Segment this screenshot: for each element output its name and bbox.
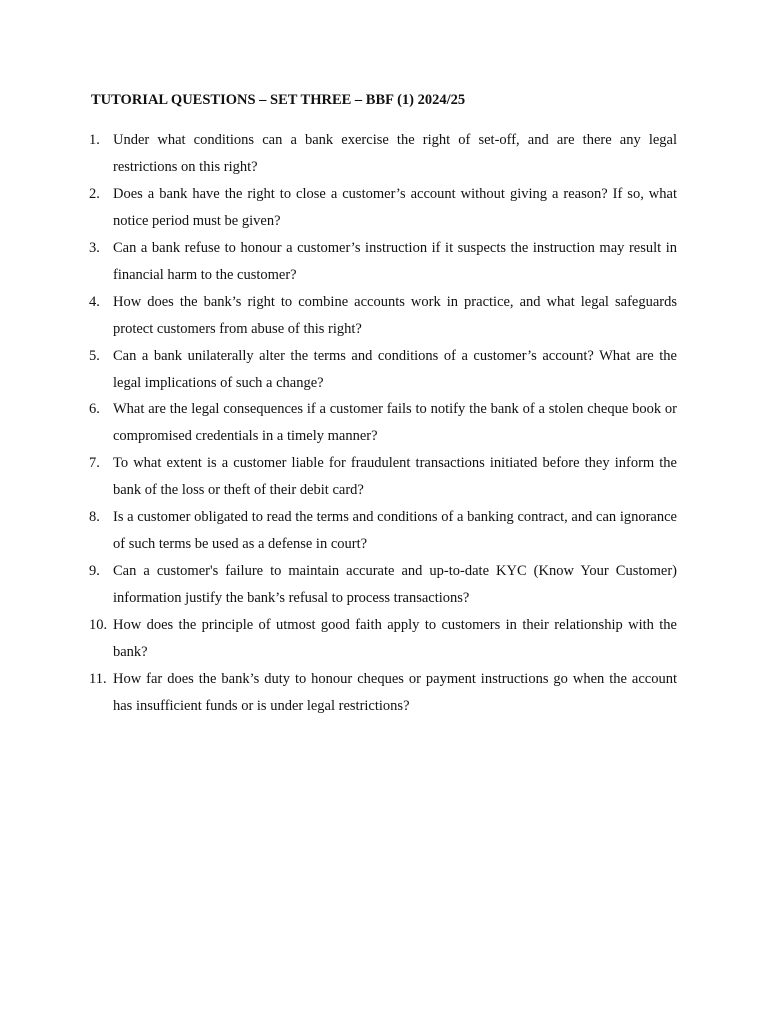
question-text: To what extent is a customer liable for fraudulent transactions initiated before they inform the bank of the loss or theft of their debit card?	[113, 455, 677, 499]
question-number: 6.	[89, 401, 100, 418]
question-number: 7.	[89, 455, 100, 472]
question-item-11	[0, 666, 768, 720]
question-number: 4.	[89, 293, 100, 310]
question-number: 5.	[89, 347, 100, 364]
question-item-6	[0, 396, 768, 450]
question-text: How does the bank’s right to combine accounts work in practice, and what legal safeguards protect customers from abuse of this right?	[113, 293, 677, 337]
question-text: Does a bank have the right to close a customer’s account without giving a reason? If so, what notice period must be given?	[113, 185, 677, 229]
question-list	[0, 127, 768, 720]
question-text: Can a bank refuse to honour a customer’s instruction if it suspects the instruction may result in financial harm to the customer?	[113, 239, 677, 283]
question-number: 10.	[89, 617, 108, 634]
document-title: TUTORIAL QUESTIONS – SET THREE – BBF (1) 2024/25	[91, 92, 466, 108]
question-text: Under what conditions can a bank exercise the right of set-off, and are there any legal restrictions on this right?	[113, 132, 677, 175]
question-number: 2.	[89, 185, 100, 202]
question-item-8	[0, 504, 768, 558]
question-item-1	[0, 127, 768, 181]
question-item-9	[0, 558, 768, 612]
question-item-7	[0, 450, 768, 504]
question-number: 8.	[89, 509, 100, 526]
question-item-5	[0, 343, 768, 397]
question-item-2	[0, 181, 768, 235]
question-number: 3.	[89, 239, 100, 256]
question-number: 11.	[89, 670, 107, 687]
question-text: Is a customer obligated to read the terms and conditions of a banking contract, and can ignorance of such terms be used as a defense in court?	[113, 509, 677, 553]
question-text: Can a bank unilaterally alter the terms and conditions of a customer’s account? What are the legal implications of such a change?	[113, 347, 677, 391]
question-number: 1.	[89, 132, 100, 148]
question-item-3	[0, 235, 768, 289]
question-item-10	[0, 612, 768, 666]
question-item-4	[0, 289, 768, 343]
question-number: 9.	[89, 563, 100, 580]
question-text: How far does the bank’s duty to honour cheques or payment instructions go when the account has insufficient funds or is under legal restrictions?	[113, 670, 677, 714]
question-text: What are the legal consequences if a customer fails to notify the bank of a stolen cheque book or compromised credentials in a timely manner?	[113, 401, 677, 445]
question-text: Can a customer's failure to maintain accurate and up-to-date KYC (Know Your Customer) information justify the bank’s refusal to process transactions?	[113, 563, 677, 607]
question-text: How does the principle of utmost good faith apply to customers in their relationship with the bank?	[113, 617, 677, 661]
